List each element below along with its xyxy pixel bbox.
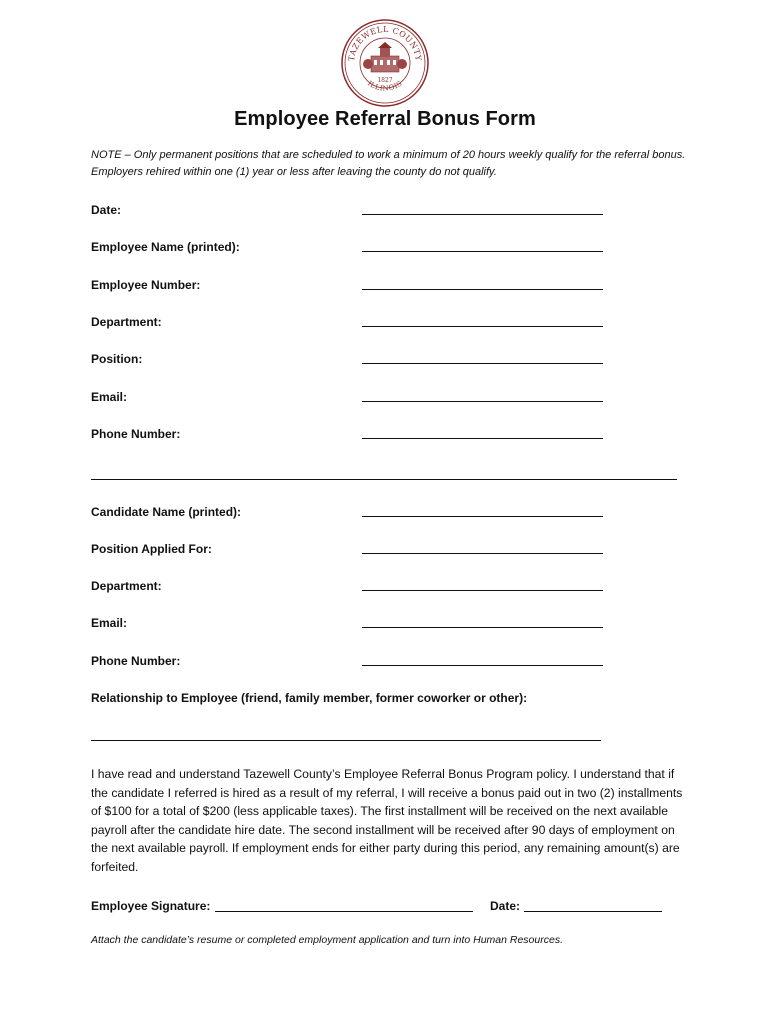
- signature-blank-line[interactable]: [215, 911, 473, 912]
- signature-label: Employee Signature:: [91, 899, 211, 913]
- field-employee-number: [91, 276, 611, 294]
- field-date: [91, 201, 611, 219]
- field-label: Email:: [91, 390, 128, 404]
- candidate-name-blank-line[interactable]: [362, 516, 603, 517]
- candidate-phone-blank-line[interactable]: [362, 665, 603, 666]
- field-label: Phone Number:: [91, 654, 181, 668]
- relationship-label: Relationship to Employee (friend, family member, former coworker or other):: [91, 691, 528, 705]
- relationship-blank-line[interactable]: [91, 740, 601, 741]
- field-email: [91, 388, 611, 406]
- field-label: Employee Name (printed):: [91, 240, 240, 254]
- field-label: Email:: [91, 616, 128, 630]
- field-label: Phone Number:: [91, 427, 181, 441]
- employee-number-blank-line[interactable]: [362, 289, 603, 290]
- department-blank-line[interactable]: [362, 326, 603, 327]
- eligibility-note: NOTE – Only permanent positions that are scheduled to work a minimum of 20 hours weekly qualify for the referral bonus. Employers rehired within one (1) year or less after leaving the county do not qualify.: [91, 149, 686, 178]
- field-label: Position Applied For:: [91, 542, 212, 556]
- policy-acknowledgement: I have read and understand Tazewell County’s Employee Referral Bonus Program policy. I understand that if the candidate I referred is hired as a result of my referral, I will receive a bonus paid out in two (2) installments of $100 for a total of $200 (less applicable taxes). The first installment will be received on the next available payroll after the candidate hire date. The second installment will be received after 90 days of employment on the next available payroll. If employment ends for either party during this period, any remaining amount(s) are forfeited.: [91, 767, 683, 874]
- email-blank-line[interactable]: [362, 401, 603, 402]
- svg-text:ILLINOIS: ILLINOIS: [366, 79, 404, 93]
- field-candidate-email: [91, 614, 611, 632]
- candidate-email-blank-line[interactable]: [362, 627, 603, 628]
- form-title: Employee Referral Bonus Form: [234, 108, 536, 130]
- field-label: Date:: [91, 203, 122, 217]
- attachment-instructions: Attach the candidate’s resume or completed employment application and turn into Human Resources.: [91, 934, 563, 946]
- field-label: Department:: [91, 315, 162, 329]
- field-phone-number: [91, 425, 611, 443]
- field-department: [91, 313, 611, 331]
- field-label: Candidate Name (printed):: [91, 505, 242, 519]
- section-divider: [91, 479, 677, 480]
- svg-text:TAZEWELL COUNTY: TAZEWELL COUNTY: [346, 24, 424, 62]
- field-label: Department:: [91, 579, 162, 593]
- candidate-department-blank-line[interactable]: [362, 590, 603, 591]
- field-candidate-department: [91, 577, 611, 595]
- field-candidate-name: [91, 503, 611, 521]
- employee-name-blank-line[interactable]: [362, 251, 603, 252]
- position-applied-blank-line[interactable]: [362, 553, 603, 554]
- date-blank-line[interactable]: [362, 214, 603, 215]
- field-label: Employee Number:: [91, 278, 201, 292]
- position-blank-line[interactable]: [362, 363, 603, 364]
- signature-date-blank-line[interactable]: [524, 911, 662, 912]
- field-position-applied: [91, 540, 611, 558]
- svg-text:1827: 1827: [377, 77, 393, 84]
- signature-date-label: Date:: [490, 899, 521, 913]
- field-label: Position:: [91, 352, 143, 366]
- field-employee-name: [91, 238, 611, 256]
- field-position: [91, 350, 611, 368]
- phone-number-blank-line[interactable]: [362, 438, 603, 439]
- signature-row: [91, 897, 691, 915]
- county-seal-logo: [340, 18, 430, 108]
- field-candidate-phone: [91, 652, 611, 670]
